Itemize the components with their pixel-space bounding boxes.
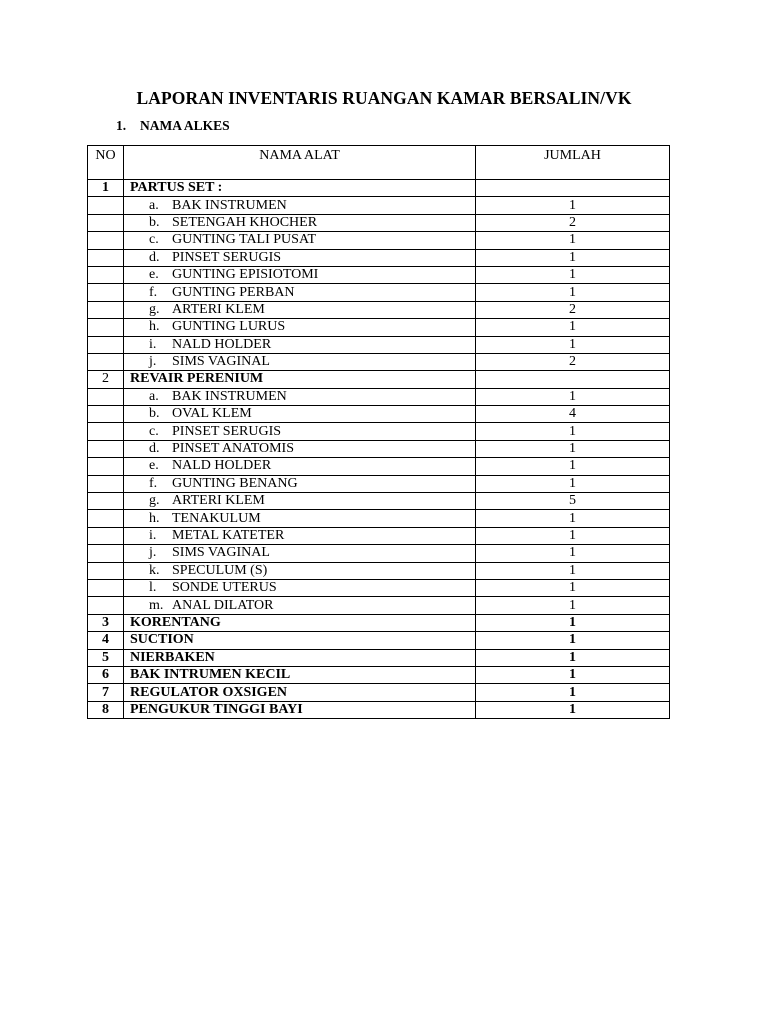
row-number xyxy=(88,301,124,318)
item-quantity: 1 xyxy=(476,319,670,336)
item-quantity: 1 xyxy=(476,458,670,475)
row-number: 2 xyxy=(88,371,124,388)
table-row xyxy=(88,597,670,614)
row-number xyxy=(88,597,124,614)
item-quantity: 1 xyxy=(476,666,670,683)
table-row xyxy=(88,632,670,649)
item-quantity: 2 xyxy=(476,301,670,318)
table-row xyxy=(88,562,670,579)
header-qty: JUMLAH xyxy=(476,146,670,180)
row-number xyxy=(88,440,124,457)
item-name-cell xyxy=(124,406,476,423)
item-letter: a. xyxy=(149,388,159,404)
item-quantity: 2 xyxy=(476,353,670,370)
row-number xyxy=(88,475,124,492)
item-name: PINSET ANATOMIS xyxy=(172,441,295,457)
row-number xyxy=(88,353,124,370)
row-number xyxy=(88,232,124,249)
item-name-cell xyxy=(124,423,476,440)
table-row xyxy=(88,249,670,266)
row-number xyxy=(88,284,124,301)
item-name: KORENTANG xyxy=(124,614,476,631)
item-letter: g. xyxy=(149,493,160,509)
item-letter: c. xyxy=(149,232,159,248)
item-name: NALD HOLDER xyxy=(172,458,272,474)
item-letter: m. xyxy=(149,597,164,613)
row-number xyxy=(88,406,124,423)
table-row xyxy=(88,423,670,440)
item-name: SONDE UTERUS xyxy=(172,580,277,596)
header-no: NO xyxy=(88,146,124,180)
item-quantity: 1 xyxy=(476,249,670,266)
item-name: METAL KATETER xyxy=(172,528,285,543)
table-body xyxy=(88,180,670,719)
item-letter: h. xyxy=(149,510,160,526)
item-quantity: 1 xyxy=(476,545,670,562)
item-quantity: 1 xyxy=(476,684,670,701)
item-name: GUNTING LURUS xyxy=(172,319,286,335)
group-name: PARTUS SET : xyxy=(124,180,476,197)
row-number xyxy=(88,266,124,283)
item-name-cell xyxy=(124,510,476,527)
table-row xyxy=(88,214,670,231)
item-quantity: 1 xyxy=(476,266,670,283)
table-row xyxy=(88,266,670,283)
item-letter: g. xyxy=(149,301,160,317)
table-row xyxy=(88,666,670,683)
table-row xyxy=(88,684,670,701)
header-name: NAMA ALAT xyxy=(124,146,476,180)
item-letter: k. xyxy=(149,562,160,578)
table-row xyxy=(88,527,670,544)
item-name: BAK INTRUMEN KECIL xyxy=(124,666,476,683)
row-number xyxy=(88,545,124,562)
row-number xyxy=(88,197,124,214)
item-letter: i. xyxy=(149,528,157,543)
item-name-cell xyxy=(124,249,476,266)
item-name-cell xyxy=(124,493,476,510)
table-row xyxy=(88,440,670,457)
item-name-cell xyxy=(124,388,476,405)
item-name-cell xyxy=(124,301,476,318)
item-name: GUNTING PERBAN xyxy=(172,284,295,300)
item-name: ARTERI KLEM xyxy=(172,493,265,509)
item-name-cell xyxy=(124,527,476,544)
item-name: SIMS VAGINAL xyxy=(172,354,270,370)
item-letter: j. xyxy=(149,545,157,561)
item-name: BAK INSTRUMEN xyxy=(172,197,287,213)
table-row xyxy=(88,493,670,510)
item-name: SUCTION xyxy=(124,632,476,649)
item-name-cell xyxy=(124,597,476,614)
item-name: TENAKULUM xyxy=(172,510,261,526)
item-quantity: 1 xyxy=(476,388,670,405)
table-row xyxy=(88,336,670,353)
item-quantity: 1 xyxy=(476,423,670,440)
table-row xyxy=(88,510,670,527)
item-name: PINSET SERUGIS xyxy=(172,423,282,439)
row-number xyxy=(88,388,124,405)
item-name: SETENGAH KHOCHER xyxy=(172,214,318,230)
row-number xyxy=(88,458,124,475)
table-row xyxy=(88,579,670,596)
item-name-cell xyxy=(124,336,476,353)
item-quantity: 1 xyxy=(476,562,670,579)
item-name-cell xyxy=(124,545,476,562)
table-row xyxy=(88,388,670,405)
item-name: GUNTING EPISIOTOMI xyxy=(172,267,319,283)
item-quantity xyxy=(476,180,670,197)
item-name-cell xyxy=(124,197,476,214)
item-quantity: 1 xyxy=(476,336,670,353)
item-quantity: 1 xyxy=(476,510,670,527)
row-number xyxy=(88,214,124,231)
item-letter: d. xyxy=(149,249,160,265)
item-name-cell xyxy=(124,579,476,596)
item-quantity: 1 xyxy=(476,284,670,301)
table-row xyxy=(88,284,670,301)
item-name-cell xyxy=(124,284,476,301)
item-quantity: 1 xyxy=(476,649,670,666)
row-number xyxy=(88,510,124,527)
item-name: REGULATOR OXSIGEN xyxy=(124,684,476,701)
row-number xyxy=(88,562,124,579)
table-row xyxy=(88,614,670,631)
item-name-cell xyxy=(124,319,476,336)
item-name: ARTERI KLEM xyxy=(172,301,265,317)
item-quantity: 2 xyxy=(476,214,670,231)
item-letter: i. xyxy=(149,336,157,352)
item-name: SPECULUM (S) xyxy=(172,562,268,578)
item-letter: b. xyxy=(149,214,160,230)
item-letter: l. xyxy=(149,580,157,596)
inventory-table xyxy=(87,145,670,719)
item-name: PENGUKUR TINGGI BAYI xyxy=(124,701,476,718)
item-letter: j. xyxy=(149,354,157,370)
table-row xyxy=(88,301,670,318)
item-quantity: 1 xyxy=(476,614,670,631)
item-letter: c. xyxy=(149,423,159,439)
row-number: 1 xyxy=(88,180,124,197)
item-quantity: 1 xyxy=(476,701,670,718)
item-quantity: 1 xyxy=(476,579,670,596)
item-name: GUNTING BENANG xyxy=(172,475,298,491)
section-heading xyxy=(116,118,230,134)
item-name: NIERBAKEN xyxy=(124,649,476,666)
row-number xyxy=(88,249,124,266)
row-number: 6 xyxy=(88,666,124,683)
row-number xyxy=(88,493,124,510)
item-quantity: 1 xyxy=(476,232,670,249)
item-quantity: 1 xyxy=(476,197,670,214)
table-row xyxy=(88,197,670,214)
item-letter: d. xyxy=(149,441,160,457)
item-quantity: 1 xyxy=(476,527,670,544)
item-quantity: 5 xyxy=(476,493,670,510)
row-number: 8 xyxy=(88,701,124,718)
section-number: 1. xyxy=(116,118,127,133)
item-name-cell xyxy=(124,214,476,231)
item-name-cell xyxy=(124,475,476,492)
table-row xyxy=(88,319,670,336)
row-number: 7 xyxy=(88,684,124,701)
item-name: NALD HOLDER xyxy=(172,336,272,352)
item-letter: e. xyxy=(149,267,159,283)
table-row xyxy=(88,475,670,492)
row-number xyxy=(88,527,124,544)
item-name: PINSET SERUGIS xyxy=(172,249,282,265)
table-row xyxy=(88,545,670,562)
item-quantity: 1 xyxy=(476,597,670,614)
table-row xyxy=(88,406,670,423)
table-row xyxy=(88,458,670,475)
item-name-cell xyxy=(124,562,476,579)
group-name: REVAIR PERENIUM xyxy=(124,371,476,388)
item-name: SIMS VAGINAL xyxy=(172,545,270,561)
item-name-cell xyxy=(124,440,476,457)
row-number xyxy=(88,336,124,353)
item-quantity: 1 xyxy=(476,632,670,649)
section-title: NAMA ALKES xyxy=(140,118,230,133)
table-row xyxy=(88,353,670,370)
item-name-cell xyxy=(124,232,476,249)
table-row xyxy=(88,701,670,718)
item-name: BAK INSTRUMEN xyxy=(172,388,287,404)
item-letter: a. xyxy=(149,197,159,213)
row-number: 5 xyxy=(88,649,124,666)
item-name-cell xyxy=(124,266,476,283)
item-name: ANAL DILATOR xyxy=(172,597,274,613)
item-name-cell xyxy=(124,458,476,475)
row-number: 4 xyxy=(88,632,124,649)
item-name: GUNTING TALI PUSAT xyxy=(172,232,317,248)
item-name: OVAL KLEM xyxy=(172,406,252,422)
document-title: LAPORAN INVENTARIS RUANGAN KAMAR BERSALIN/VK xyxy=(136,88,632,108)
row-number xyxy=(88,423,124,440)
row-number: 3 xyxy=(88,614,124,631)
table-row xyxy=(88,180,670,197)
table-header-row xyxy=(88,146,670,180)
item-quantity: 1 xyxy=(476,475,670,492)
item-letter: h. xyxy=(149,319,160,335)
table-row xyxy=(88,232,670,249)
row-number xyxy=(88,579,124,596)
item-quantity: 1 xyxy=(476,440,670,457)
table-row xyxy=(88,371,670,388)
row-number xyxy=(88,319,124,336)
item-quantity xyxy=(476,371,670,388)
table-row xyxy=(88,649,670,666)
item-letter: f. xyxy=(149,475,158,491)
item-name-cell xyxy=(124,353,476,370)
item-quantity: 4 xyxy=(476,406,670,423)
item-letter: f. xyxy=(149,284,158,300)
item-letter: e. xyxy=(149,458,159,474)
item-letter: b. xyxy=(149,406,160,422)
